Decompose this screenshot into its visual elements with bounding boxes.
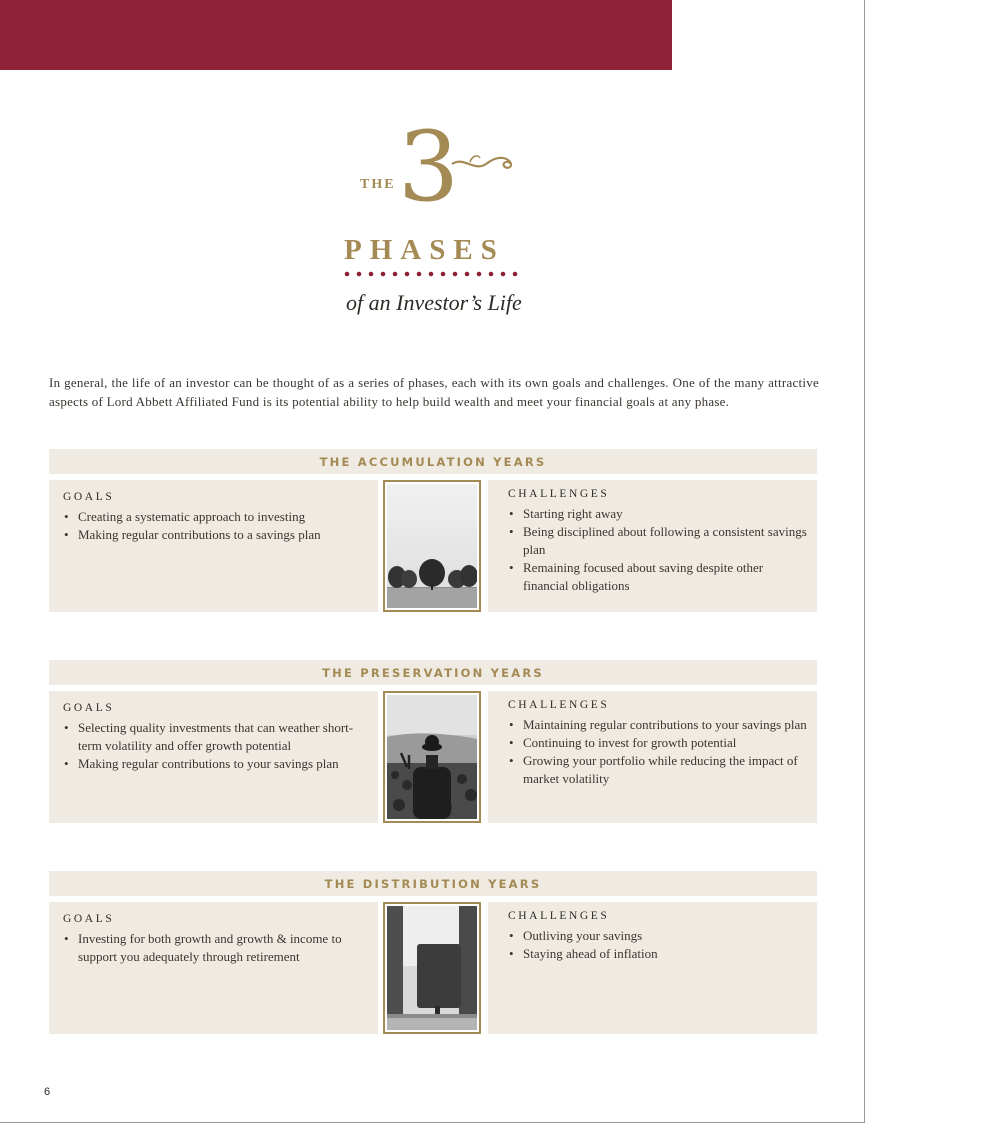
challenges-list — [508, 716, 808, 788]
photo-man-in-field — [383, 691, 481, 823]
goals-panel-distribution — [49, 902, 378, 1034]
list-item: • Investing for both growth and growth & income to support you adequately through retirement — [63, 930, 373, 966]
title-block — [340, 111, 525, 325]
challenges-panel-accumulation — [488, 480, 817, 612]
goals-panel-accumulation — [49, 480, 378, 612]
title-phases: PHASES — [344, 234, 505, 266]
list-item: • Starting right away — [508, 505, 808, 523]
list-item: • Selecting quality investments that can weather short-term volatility and offer growth potential — [63, 719, 373, 755]
challenges-label: CHALLENGES — [508, 699, 610, 711]
title-subtitle: of an Investor’s Life — [346, 290, 522, 315]
challenges-list — [508, 505, 808, 595]
challenges-panel-distribution — [488, 902, 817, 1034]
list-item: • Outliving your savings — [508, 927, 808, 945]
phase-header-distribution: THE DISTRIBUTION YEARS — [49, 871, 817, 896]
flourish-ornament — [450, 150, 518, 176]
list-item: • Staying ahead of inflation — [508, 945, 808, 963]
goals-list — [63, 719, 373, 773]
list-item: • Maintaining regular contributions to your savings plan — [508, 716, 808, 734]
list-item: • Being disciplined about following a consistent savings plan — [508, 523, 808, 559]
list-item: • Growing your portfolio while reducing the impact of market volatility — [508, 752, 808, 788]
phase-header-preservation: THE PRESERVATION YEARS — [49, 660, 817, 685]
list-item: • Remaining focused about saving despite other financial obligations — [508, 559, 808, 595]
goals-label: GOALS — [63, 702, 115, 714]
goals-list — [63, 508, 373, 544]
list-item: • Making regular contributions to a savings plan — [63, 526, 373, 544]
photo-topiary-hedge — [383, 902, 481, 1034]
header-color-bar — [0, 0, 672, 70]
title-number: 3 — [398, 111, 460, 223]
list-item: • Creating a systematic approach to investing — [63, 508, 373, 526]
intro-paragraph: In general, the life of an investor can be thought of as a series of phases, each with its own goals and challenges. One of the many attractive aspects of Lord Abbett Affiliated Fund is its potential ability to help build wealth and meet your financial goals at any phase. — [49, 375, 819, 409]
goals-label: GOALS — [63, 491, 115, 503]
goals-panel-preservation — [49, 691, 378, 823]
challenges-panel-preservation — [488, 691, 817, 823]
phase-header-accumulation: THE ACCUMULATION YEARS — [49, 449, 817, 474]
goals-label: GOALS — [63, 913, 115, 925]
challenges-label: CHALLENGES — [508, 488, 610, 500]
photo-tree-row — [383, 480, 481, 612]
dotted-divider — [344, 270, 520, 278]
list-item: • Continuing to invest for growth potential — [508, 734, 808, 752]
challenges-list — [508, 927, 808, 963]
page-number: 6 — [44, 1086, 51, 1098]
challenges-label: CHALLENGES — [508, 910, 610, 922]
title-the: THE — [360, 177, 396, 192]
goals-list — [63, 930, 373, 966]
list-item: • Making regular contributions to your savings plan — [63, 755, 373, 773]
